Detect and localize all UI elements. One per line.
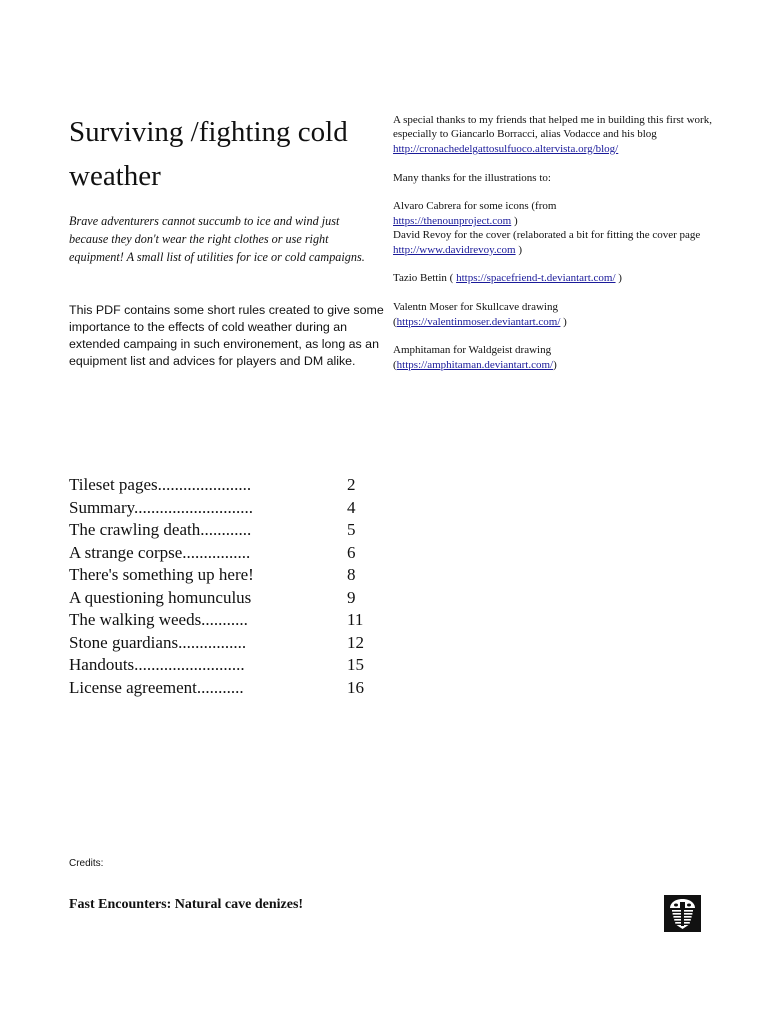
credit-tazio-close: ) [615,272,622,285]
credit-valentn-text: Valentn Moser for Skullcave drawing [393,301,558,314]
toc-page: 5 [347,520,356,539]
thenounproject-link[interactable]: https://thenounproject.com [393,214,512,227]
toc-page: 6 [347,542,356,562]
table-of-contents [69,474,369,699]
toc-label: The crawling death............ [69,520,252,539]
illustrations-heading: Many thanks for the illustrations to: [393,171,551,184]
toc-row [69,542,369,565]
toc-label: A strange corpse................ [69,542,251,562]
toc-page: 15 [347,655,364,674]
davidrevoy-link[interactable]: http://www.davidrevoy.com [393,243,516,256]
thanks-line [393,113,713,156]
toc-page: 16 [347,677,364,697]
toc-label: Tileset pages...................... [69,475,252,494]
toc-row [69,654,369,677]
acknowledgements [393,113,713,372]
toc-row [69,587,369,610]
toc-row [69,609,369,632]
description-text: This PDF contains some short rules created to give some importance to the effects of cold weather during an extended campaing in such environement, as long as an equipment list and advices for players and DM alike. [69,303,384,368]
credits-label: Credits: [69,858,104,869]
toc-row [69,564,369,587]
credit-tazio [393,271,713,285]
toc-row [69,497,369,520]
credit-tazio-text: Tazio Bettin ( [393,272,457,285]
page-title: Surviving /fighting cold weather [69,116,348,192]
blog-link[interactable]: http://cronachedelgattosulfuoco.altervista.org/blog/ [393,142,619,155]
toc-page: 11 [347,610,364,629]
series-title: Fast Encounters: Natural cave denizes! [69,897,304,912]
credit-alvaro-text: Alvaro Cabrera for some icons (from [393,200,557,213]
thanks-text: A special thanks to my friends that helped me in building this first work, especially to Giancarlo Borracci, alias Vodacce and his blog [393,114,712,141]
toc-page: 8 [347,565,356,584]
toc-label: Stone guardians................ [69,632,247,652]
credit-revoy-close: ) [515,243,523,256]
toc-row [69,677,369,700]
credit-alvaro-close: ) [511,214,518,227]
credit-valentn-close: ) [560,315,567,328]
credit-revoy-text: David Revoy for the cover (relaborated a bit for fitting the cover page [393,229,701,242]
amphitaman-link[interactable]: https://amphitaman.deviantart.com/ [396,358,554,371]
toc-label: The walking weeds........... [69,610,248,629]
credit-amphi [393,343,713,372]
spacefriend-link[interactable]: https://spacefriend-t.deviantart.com/ [456,272,616,285]
credit-valentn [393,300,713,329]
toc-page: 12 [347,632,364,652]
toc-label: Handouts.......................... [69,655,245,674]
trilobite-icon [664,895,701,932]
credit-valentn-open: ( [393,315,397,328]
credit-amphi-open: ( [393,358,397,371]
toc-row [69,632,369,655]
toc-page: 2 [347,475,356,494]
toc-row [69,519,369,542]
valentinmoser-link[interactable]: https://valentinmoser.deviantart.com/ [396,315,561,328]
credit-alvaro [393,199,713,257]
toc-page: 4 [347,497,356,517]
toc-label: A questioning homunculus [69,587,252,607]
toc-label: Summary............................ [69,497,254,517]
toc-label: There's something up here! [69,565,254,584]
toc-row [69,474,369,497]
credit-amphi-close: ) [553,358,557,371]
credit-amphi-text: Amphitaman for Waldgeist drawing [393,344,552,357]
toc-label: License agreement........... [69,677,244,697]
intro-text: Brave adventurers cannot succumb to ice and wind just because they don't wear the right clothes or use right equipment! A small list of utilities for ice or cold campaigns. [69,214,365,264]
toc-page: 9 [347,587,356,607]
